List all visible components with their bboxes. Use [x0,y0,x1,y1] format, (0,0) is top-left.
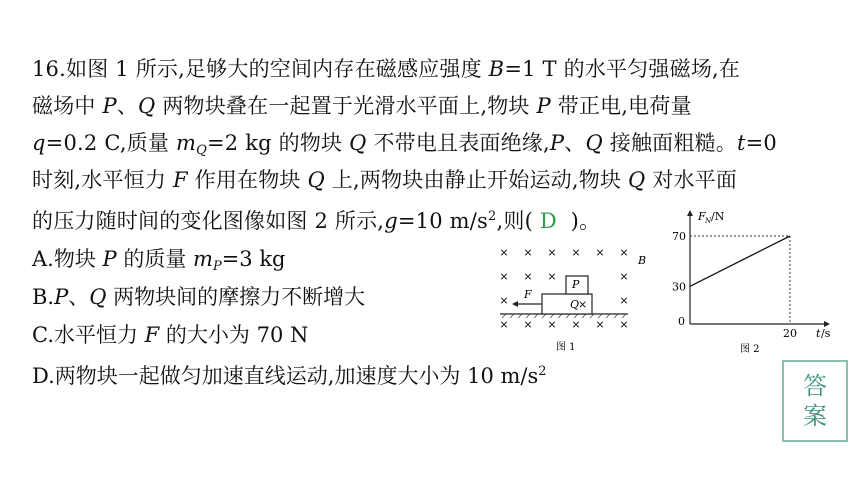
field-cross: × [619,246,629,259]
separator: 、 [564,131,586,155]
label-P: P [572,278,580,291]
symbol-B: B [488,57,505,81]
question-text: )。 [570,209,601,233]
symbol-P: P [549,131,565,155]
option-b [32,282,365,312]
question-text: 带正电,电荷量 [550,94,692,118]
option-text: 两物块间的摩擦力不断增大 [106,285,366,309]
question-text: 两物块叠在一起置于光滑水平面上,物块 [155,94,537,118]
option-text: C.水平恒力 [32,323,145,347]
question-text: =0 [745,131,777,155]
question-text: =1 T 的水平匀强磁场,在 [504,57,741,81]
symbol-P: P [54,285,69,309]
field-cross: × [595,318,605,331]
separator: 、 [116,94,139,118]
symbol-g: g [384,209,398,233]
symbol-m: m [176,131,197,155]
figure-2-caption: 图 2 [740,344,760,355]
field-cross: × [499,246,509,259]
answer-letter: D [539,209,557,233]
option-a [32,244,286,282]
option-text: 的大小为 70 N [159,323,309,347]
question-text: =10 m/s [397,209,489,233]
question-text: 磁场中 [32,94,103,118]
option-text: 的质量 [116,247,194,271]
field-cross: × [619,318,629,331]
question-text: 的压力随时间的变化图像如图 2 所示, [32,209,385,233]
symbol-P: P [102,94,117,118]
field-cross: × [547,246,557,259]
figure-1-caption: 图 1 [556,342,576,353]
question-line-5 [32,202,600,236]
label-F: F [524,288,532,301]
answer-button[interactable] [782,360,848,442]
field-cross: × [499,270,509,283]
x-tick-20: 20 [783,327,797,340]
series-line [690,236,790,286]
field-cross: × [619,294,629,307]
symbol-Q: Q [349,131,367,155]
question-line-2 [32,91,692,121]
field-cross: × [523,246,533,259]
symbol-P: P [102,247,117,271]
question-line-4 [32,165,737,195]
symbol-Q: Q [89,285,107,309]
field-cross: × [523,318,533,331]
subscript-P: P [212,259,222,274]
question-text: 不带电且表面绝缘, [366,131,550,155]
y-axis-label: F [698,210,706,223]
symbol-F: F [144,323,160,347]
figure-2-chart [668,206,838,356]
symbol-Q: Q [138,94,156,118]
superscript-2: 2 [488,209,497,224]
question-text: 时刻,水平恒力 [32,168,173,192]
y-tick-30: 30 [672,280,686,294]
option-d [32,357,547,391]
option-text: B. [32,285,55,309]
origin-label: 0 [678,315,685,328]
symbol-Q: Q [628,168,646,192]
question-text: 对水平面 [645,168,738,192]
y-axis-unit: /N [711,210,725,223]
answer-char-2: 案 [803,402,827,430]
symbol-Q: Q [307,168,325,192]
figure-1-diagram [490,238,650,358]
field-cross: × [571,318,581,331]
option-text: =3 kg [221,247,286,271]
symbol-t: t [736,131,746,155]
symbol-F: F [172,168,188,192]
symbol-Q: Q [585,131,603,155]
question-text: ,则( [496,209,533,233]
y-axis-arrow [687,210,693,216]
x-axis-unit: /s [821,327,831,340]
cross-in-Q: × [578,298,588,311]
field-cross: × [547,270,557,283]
field-cross: × [571,246,581,259]
question-text: =0.2 C,质量 [45,131,176,155]
subscript-Q: Q [196,143,207,158]
force-arrowhead [512,301,518,307]
option-c [32,320,308,350]
question-text: 16.如图 1 所示,足够大的空间内存在磁感应强度 [32,57,489,81]
question-line-1 [32,54,740,84]
field-cross: × [619,270,629,283]
y-axis-sub: N [705,217,712,225]
symbol-P: P [536,94,551,118]
question-text: 作用在物块 [187,168,308,192]
symbol-q: q [32,131,46,155]
answer-char-1: 答 [803,372,827,400]
field-cross: × [499,318,509,331]
x-axis-label: t [816,327,821,340]
ground-hatch [502,314,626,318]
label-B: B [638,254,647,267]
option-text: A.物块 [32,247,103,271]
question-text: 上,两物块由静止开始运动,物块 [324,168,629,192]
magnetic-field-crosses [499,246,628,331]
field-cross: × [499,294,509,307]
y-tick-70: 70 [672,230,686,243]
question-text: 接触面粗糙。 [602,131,737,155]
question-line-3 [32,128,777,166]
separator: 、 [68,285,90,309]
option-text: D.两物块一起做匀加速直线运动,加速度大小为 10 m/s [32,364,539,388]
field-cross: × [595,246,605,259]
label-Q: Q [570,298,580,311]
field-cross: × [523,270,533,283]
question-text: =2 kg 的物块 [206,131,350,155]
field-cross: × [547,318,557,331]
symbol-m: m [193,247,213,271]
superscript-2: 2 [538,364,547,379]
